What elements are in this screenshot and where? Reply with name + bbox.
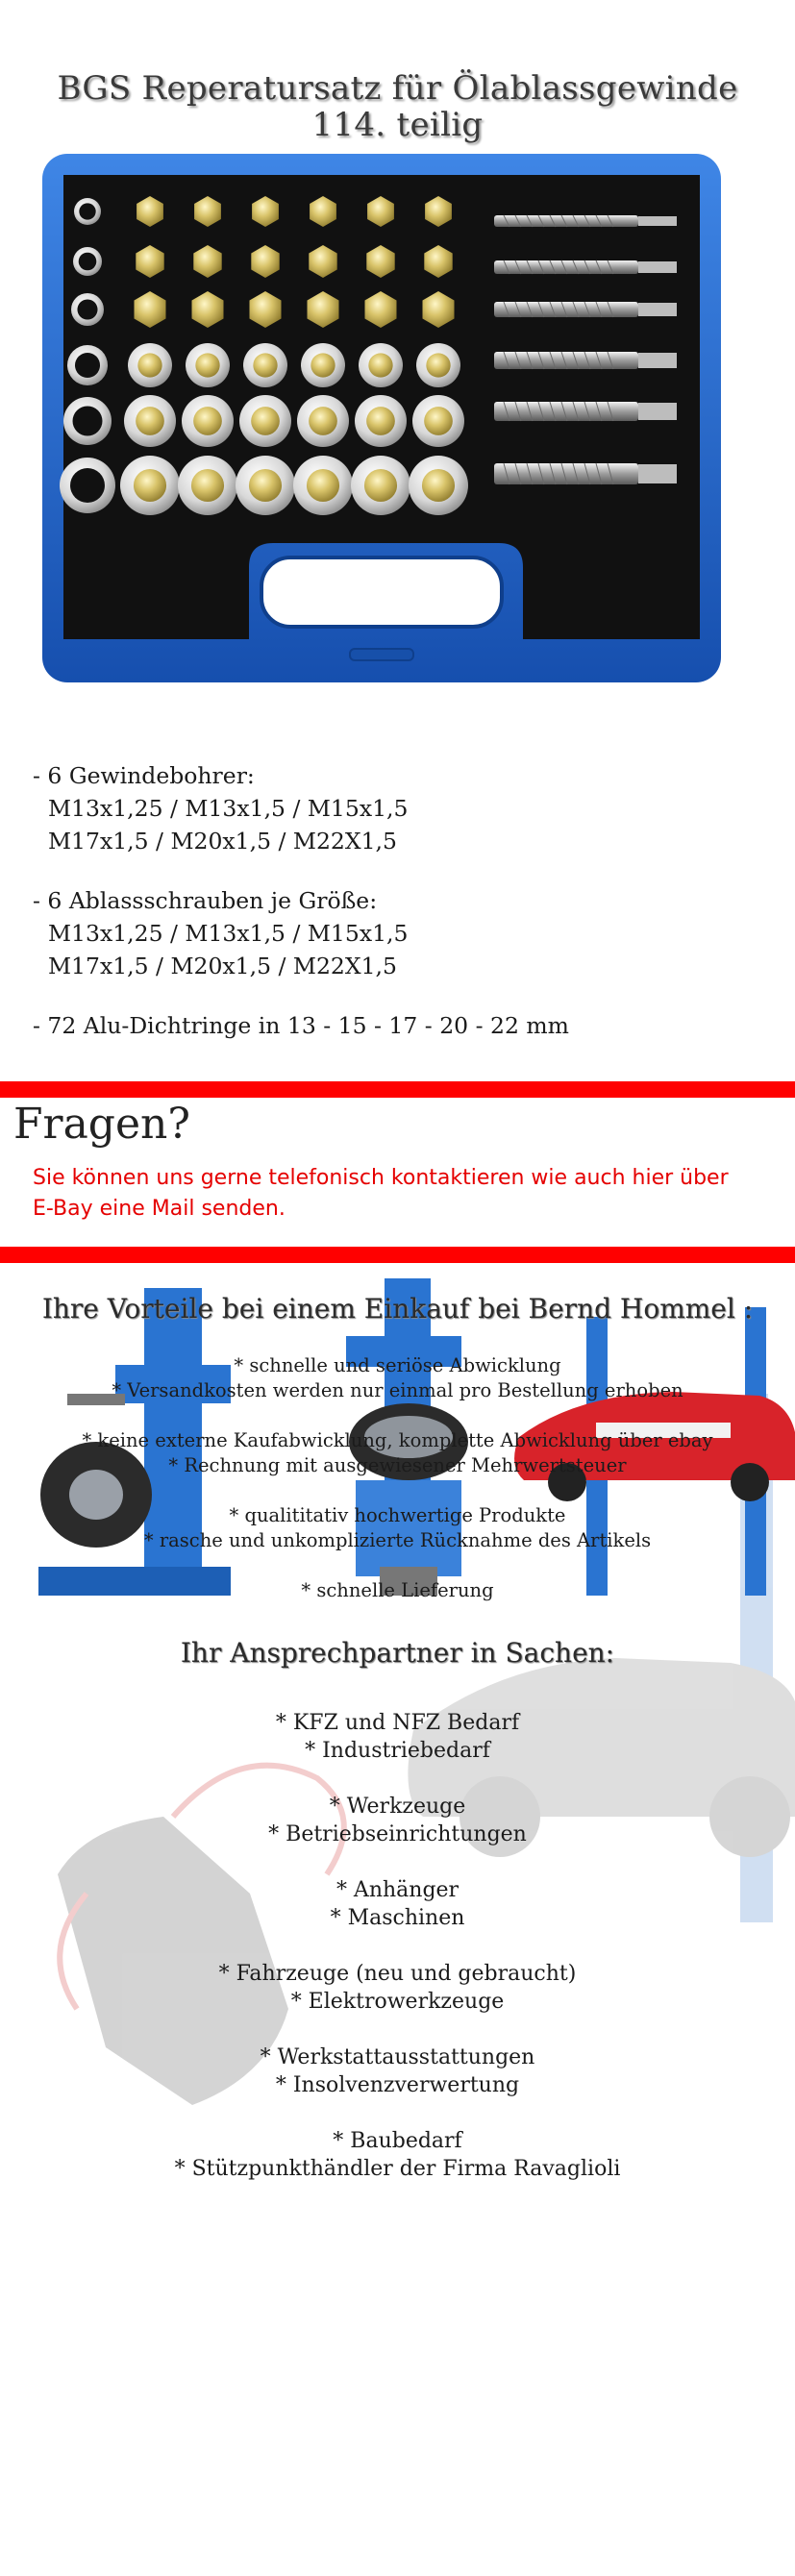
drain-bolt bbox=[134, 469, 166, 502]
seal-ring-hole bbox=[79, 253, 97, 271]
red-divider-bottom bbox=[0, 1247, 795, 1263]
thread-tap-square bbox=[638, 216, 677, 226]
thread-tap-square bbox=[638, 403, 677, 420]
thread-tap-square bbox=[638, 261, 677, 273]
title-line-2: 114. teilig bbox=[311, 106, 484, 144]
bereich-2: * Industriebedarf bbox=[305, 1739, 490, 1763]
bereich-6: * Maschinen bbox=[330, 1906, 465, 1930]
drain-bolt bbox=[311, 353, 335, 377]
vorteil-6: * rasche und unkomplizierte Rücknahme des Artikels bbox=[143, 1529, 652, 1551]
drain-bolt bbox=[368, 353, 392, 377]
vorteile-heading: Ihre Vorteile bei einem Einkauf bei Bernd Hommel : bbox=[41, 1293, 754, 1325]
thread-tap-square bbox=[638, 464, 677, 483]
bereich-9: * Werkstattausstattungen bbox=[260, 2045, 535, 2069]
case-latch bbox=[350, 649, 413, 660]
drain-bolt bbox=[424, 407, 453, 435]
item-screws-line-1: M13x1,25 / M13x1,5 / M15x1,5 bbox=[48, 920, 409, 947]
fragen-text: Sie können uns gerne telefonisch kontaktieren wie auch hier über E-Bay eine Mail senden. bbox=[33, 1166, 729, 1221]
vorteil-4: * Rechnung mit ausgewiesener Mehrwertsteuer bbox=[168, 1454, 627, 1476]
drain-bolt bbox=[249, 469, 282, 502]
drain-bolt bbox=[251, 407, 280, 435]
bereich-3: * Werkzeuge bbox=[329, 1795, 466, 1819]
tool-case-illustration bbox=[42, 154, 721, 682]
item-taps-line-1: M13x1,25 / M13x1,5 / M15x1,5 bbox=[48, 795, 409, 822]
product-image bbox=[42, 154, 721, 682]
bereich-5: * Anhänger bbox=[335, 1878, 460, 1902]
item-rings-heading: - 72 Alu-Dichtringe in 13 - 15 - 17 - 20 - 22 mm bbox=[33, 1012, 569, 1039]
drain-bolt bbox=[366, 407, 395, 435]
item-taps-line-2: M17x1,5 / M20x1,5 / M22X1,5 bbox=[48, 828, 397, 855]
vorteil-7: * schnelle Lieferung bbox=[301, 1579, 494, 1601]
item-taps-heading: - 6 Gewindebohrer: bbox=[33, 762, 255, 789]
bereich-10: * Insolvenzverwertung bbox=[275, 2073, 520, 2097]
thread-tap-square bbox=[638, 353, 677, 368]
vorteil-3: * keine externe Kaufabwicklung, komplette Abwicklung über ebay bbox=[82, 1429, 713, 1451]
drain-bolt bbox=[137, 353, 161, 377]
drain-bolt bbox=[307, 469, 339, 502]
case-handle bbox=[261, 557, 502, 627]
item-list bbox=[33, 759, 569, 1042]
title-line-1: BGS Reperatursatz für Ölablassgewinde bbox=[57, 69, 738, 108]
drain-bolt bbox=[195, 353, 219, 377]
vorteile-list bbox=[0, 1353, 795, 1603]
fragen-heading: Fragen? bbox=[13, 1100, 190, 1149]
seal-ring-hole bbox=[79, 203, 95, 219]
drain-bolt bbox=[253, 353, 277, 377]
drain-bolt bbox=[364, 469, 397, 502]
bereich-1: * KFZ und NFZ Bedarf bbox=[275, 1711, 520, 1735]
drain-bolt bbox=[426, 353, 450, 377]
drain-bolt bbox=[191, 469, 224, 502]
seal-ring-hole bbox=[70, 468, 105, 503]
seal-ring-hole bbox=[73, 407, 103, 436]
item-screws-line-2: M17x1,5 / M20x1,5 / M22X1,5 bbox=[48, 953, 397, 979]
bereich-12: * Stützpunkthändler der Firma Ravaglioli bbox=[174, 2157, 621, 2181]
bereich-7: * Fahrzeuge (neu und gebraucht) bbox=[218, 1962, 577, 1986]
seal-ring-hole bbox=[77, 299, 97, 319]
drain-bolt bbox=[309, 407, 337, 435]
bereich-11: * Baubedarf bbox=[333, 2129, 462, 2153]
item-screws-heading: - 6 Ablassschrauben je Größe: bbox=[33, 887, 378, 914]
thread-tap-square bbox=[638, 303, 677, 316]
bereich-8: * Elektrowerkzeuge bbox=[290, 1990, 505, 2014]
vorteil-2: * Versandkosten werden nur einmal pro Bestellung erhoben bbox=[112, 1379, 683, 1401]
vorteil-5: * qualititativ hochwertige Produkte bbox=[229, 1504, 566, 1526]
ansprechpartner-list bbox=[0, 1709, 795, 2183]
drain-bolt bbox=[422, 469, 455, 502]
page-title bbox=[0, 69, 795, 144]
drain-bolt bbox=[136, 407, 164, 435]
ansprechpartner-heading: Ihr Ansprechpartner in Sachen: bbox=[180, 1637, 615, 1669]
seal-ring-hole bbox=[75, 353, 100, 378]
vorteil-1: * schnelle und seriöse Abwicklung bbox=[234, 1354, 561, 1376]
red-divider-top bbox=[0, 1081, 795, 1098]
drain-bolt bbox=[193, 407, 222, 435]
bereich-4: * Betriebseinrichtungen bbox=[268, 1822, 527, 1846]
